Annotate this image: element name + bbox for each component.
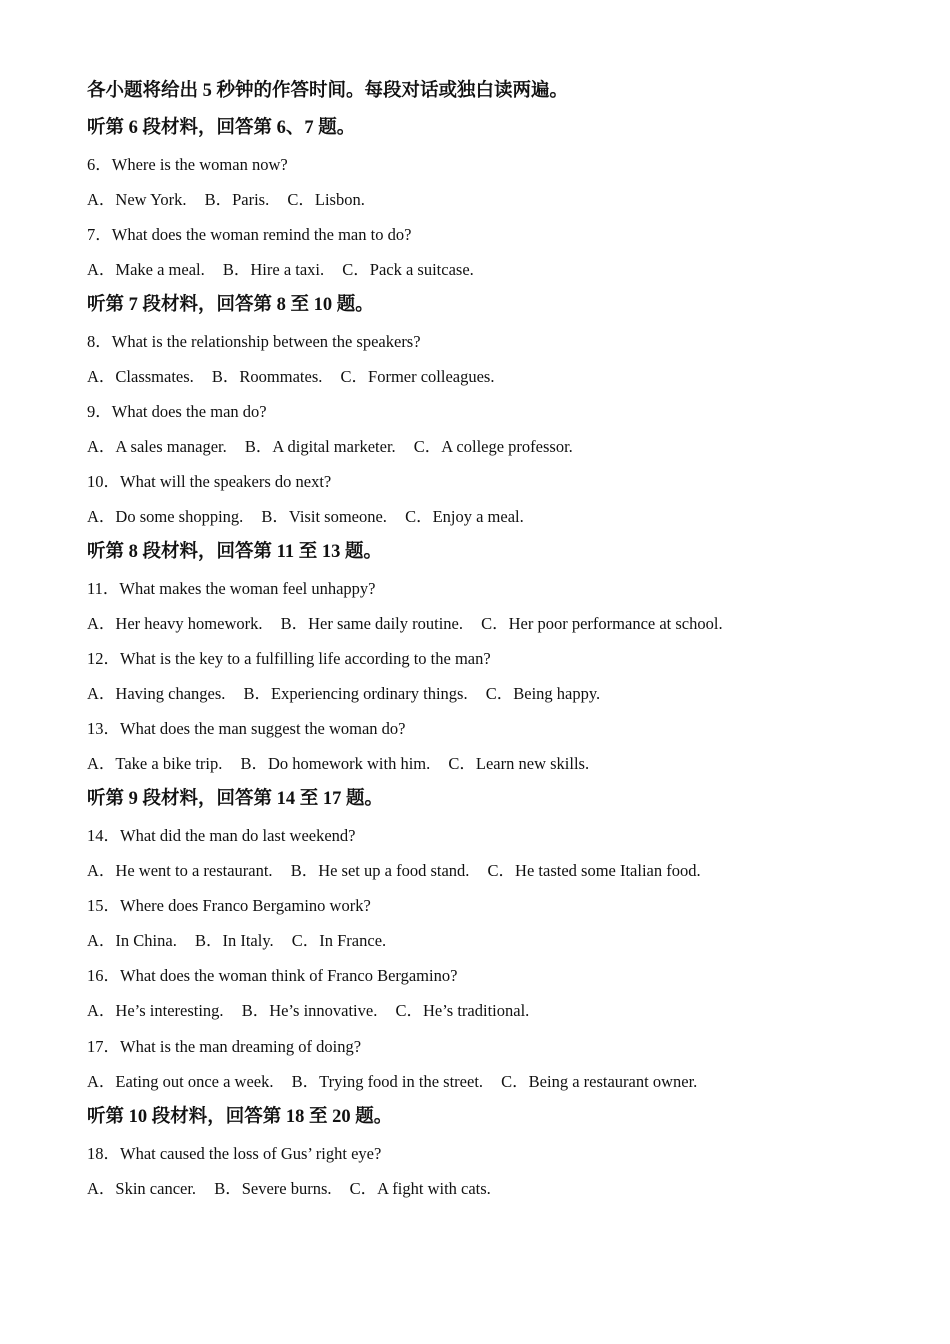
option-b: B．He set up a food stand. [290,861,470,880]
option-a: A．Her heavy homework. [87,614,263,633]
question-stem: 16．What does the woman think of Franco Bergamino? [87,966,458,985]
option-a: A．Take a bike trip. [87,754,223,773]
option-a: A．Skin cancer. [87,1179,197,1198]
option-c: C．A fight with cats. [349,1179,491,1198]
question-stem: 8．What is the relationship between the speakers? [87,332,421,351]
question-stem: 10．What will the speakers do next? [87,472,332,491]
option-a: A．Make a meal. [87,260,205,279]
option-c: C．In France. [291,931,387,950]
option-c: C．Enjoy a meal. [405,507,524,526]
answer-options [87,931,386,951]
section-heading: 听第 10 段材料，回答第 18 至 20 题。 [87,1107,393,1127]
section-heading: 听第 8 段材料，回答第 11 至 13 题。 [87,542,382,562]
answer-options [87,684,600,704]
section-heading: 听第 7 段材料，回答第 8 至 10 题。 [87,295,374,315]
option-b: B．Trying food in the street. [291,1072,484,1091]
option-b: B．Visit someone. [261,507,387,526]
option-c: C．A college professor. [413,437,573,456]
answer-options [87,507,524,527]
option-b: B．Severe burns. [214,1179,332,1198]
answer-options [87,260,474,280]
option-b: B．Paris. [204,190,270,209]
option-b: B．In Italy. [194,931,274,950]
option-a: A．He went to a restaurant. [87,861,273,880]
instruction-text: 各小题将给出 5 秒钟的作答时间。每段对话或独白读两遍。 [87,81,569,101]
question-stem: 11．What makes the woman feel unhappy? [87,579,376,598]
question-stem: 15．Where does Franco Bergamino work? [87,896,371,915]
option-a: A．Classmates. [87,367,194,386]
option-b: B．Roommates. [211,367,323,386]
answer-options [87,1072,697,1092]
question-stem: 17．What is the man dreaming of doing? [87,1037,362,1056]
option-b: B．Her same daily routine. [280,614,463,633]
question-stem: 12．What is the key to a fulfilling life according to the man? [87,649,491,668]
option-b: B．Experiencing ordinary things. [243,684,468,703]
answer-options [87,754,589,774]
option-c: C．Former colleagues. [340,367,495,386]
option-c: C．Being happy. [485,684,601,703]
answer-options [87,367,494,387]
answer-options [87,190,365,210]
section-heading: 听第 6 段材料，回答第 6、7 题。 [87,118,356,138]
option-a: A．A sales manager. [87,437,227,456]
question-stem: 13．What does the man suggest the woman do? [87,719,406,738]
question-stem: 7．What does the woman remind the man to do? [87,225,412,244]
answer-options [87,861,701,881]
answer-options [87,1001,529,1021]
answer-options [87,1179,491,1199]
section-heading: 听第 9 段材料，回答第 14 至 17 题。 [87,789,384,809]
question-stem: 14．What did the man do last weekend? [87,826,356,845]
option-a: A．In China. [87,931,177,950]
option-a: A．Do some shopping. [87,507,244,526]
option-c: C．Her poor performance at school. [481,614,723,633]
option-b: B．He’s innovative. [241,1001,378,1020]
option-a: A．Having changes. [87,684,226,703]
answer-options [87,614,723,634]
option-b: B．A digital marketer. [244,437,396,456]
question-stem: 18．What caused the loss of Gus’ right eye? [87,1144,382,1163]
option-c: C．Pack a suitcase. [342,260,474,279]
option-a: A．Eating out once a week. [87,1072,274,1091]
option-c: C．Learn new skills. [448,754,590,773]
option-c: C．Being a restaurant owner. [501,1072,698,1091]
option-c: C．He’s traditional. [395,1001,530,1020]
option-b: B．Hire a taxi. [222,260,325,279]
question-stem: 9．What does the man do? [87,402,267,421]
option-a: A．He’s interesting. [87,1001,224,1020]
option-a: A．New York. [87,190,187,209]
option-c: C．Lisbon. [287,190,365,209]
question-stem: 6．Where is the woman now? [87,155,288,174]
option-c: C．He tasted some Italian food. [487,861,701,880]
option-b: B．Do homework with him. [240,754,431,773]
answer-options [87,437,573,457]
